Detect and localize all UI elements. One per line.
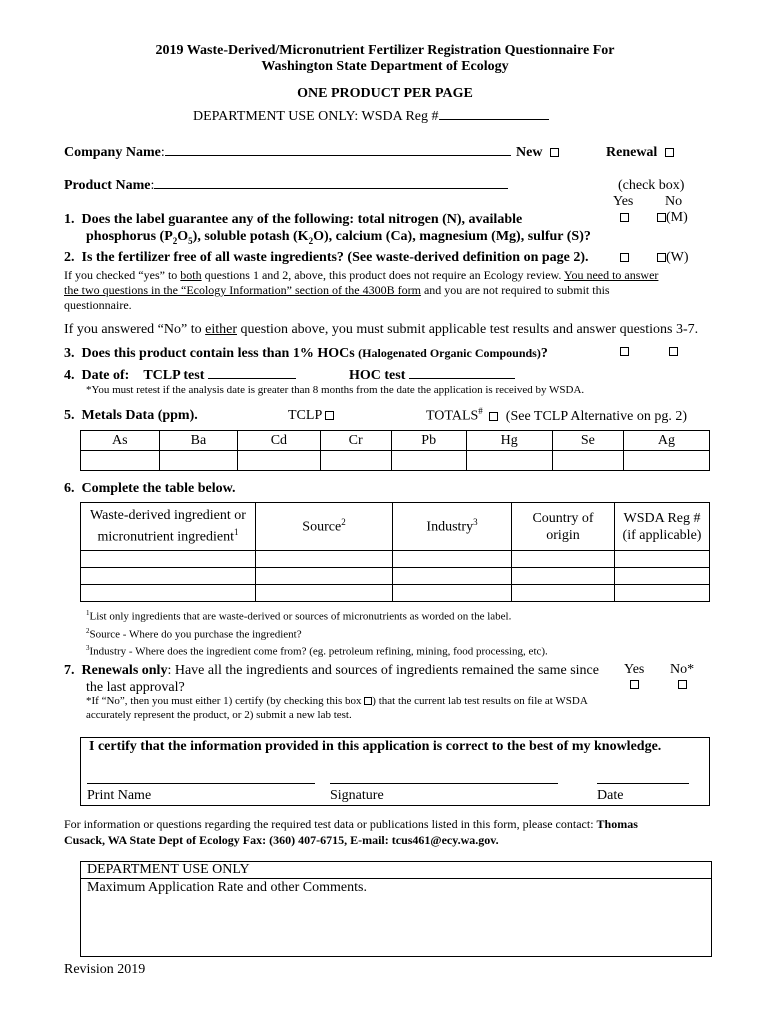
max-application-rate-label: Maximum Application Rate and other Comments.	[87, 880, 367, 895]
signature-line[interactable]	[330, 783, 558, 784]
one-product-note: ONE PRODUCT PER PAGE	[297, 86, 473, 101]
company-name-row: Company Name:	[64, 145, 511, 161]
question-2	[64, 250, 589, 266]
q3-text: Does this product contain less than 1% HOCs	[81, 346, 359, 361]
q1-no-code: (M)	[666, 210, 688, 225]
metal-value-cd[interactable]	[238, 451, 320, 471]
tclp-label: TCLP	[288, 408, 322, 423]
q1-text-line-1: Does the label guarantee any of the following: total nitrogen (N), available	[81, 212, 523, 227]
metal-value-se[interactable]	[552, 451, 623, 471]
metals-value-row	[81, 451, 710, 471]
ingredients-header-row	[81, 503, 710, 551]
metal-header-ba: Ba	[159, 431, 238, 451]
q5-label: Metals Data (ppm).	[81, 408, 198, 423]
renewal-checkbox[interactable]	[665, 148, 674, 157]
ingredients-footnotes	[86, 606, 548, 659]
company-name-field[interactable]	[165, 155, 511, 156]
q4-number: 4.	[64, 368, 75, 383]
q3-number: 3.	[64, 346, 75, 361]
q6-label: Complete the table below.	[81, 481, 236, 496]
q7-no-label: No*	[670, 662, 695, 677]
date-line[interactable]	[597, 783, 689, 784]
col-wsda-reg-header: WSDA Reg # (if applicable)	[615, 503, 710, 551]
metal-header-pb: Pb	[391, 431, 466, 451]
metal-value-ag[interactable]	[623, 451, 709, 471]
check-box-note: (check box)	[618, 178, 685, 193]
tclp-option	[288, 408, 334, 424]
q1-number: 1.	[64, 212, 75, 227]
totals-option: TOTALS# (See TCLP Alternative on pg. 2)	[426, 406, 687, 424]
new-checkbox[interactable]	[550, 148, 559, 157]
product-name-label: Product Name	[64, 178, 151, 193]
q7-number: 7.	[64, 663, 75, 678]
footnote-2: $^2$Source - Where do you purchase the ingredient?	[86, 626, 302, 641]
metal-header-cd: Cd	[238, 431, 320, 451]
both-emphasis: both	[180, 268, 202, 282]
q1-yes-checkbox[interactable]	[620, 213, 629, 222]
q2-text: Is the fertilizer free of all waste ingredients? (See waste-derived definition on page 2).	[81, 250, 589, 265]
metal-value-ba[interactable]	[159, 451, 238, 471]
hoc-test-date-field[interactable]	[409, 378, 515, 379]
ingredients-row	[81, 568, 710, 585]
question-5	[64, 408, 198, 424]
no-header: No	[665, 194, 683, 209]
ingredients-table	[80, 502, 710, 602]
either-emphasis: either	[205, 322, 237, 337]
metal-value-as[interactable]	[81, 451, 160, 471]
new-label: New	[516, 145, 543, 160]
q1-no-option	[657, 210, 688, 226]
q2-number: 2.	[64, 250, 75, 265]
metal-header-cr: Cr	[320, 431, 391, 451]
date-label: Date	[597, 788, 624, 803]
q2-no-code: (W)	[666, 250, 689, 265]
q3-hoc-definition: (Halogenated Organic Compounds)	[358, 346, 541, 360]
yes-header: Yes	[613, 194, 634, 209]
col-source-header: Source$^2$	[256, 503, 393, 551]
title-line-2: Washington State Department of Ecology	[261, 59, 509, 74]
q2-no-option	[657, 250, 689, 266]
metals-header-row	[81, 431, 710, 451]
tclp-test-label: TCLP test	[143, 368, 205, 383]
q7-yes-label: Yes	[624, 662, 645, 677]
new-option	[516, 145, 559, 161]
dept-use-header: DEPARTMENT USE ONLY	[81, 862, 711, 879]
print-name-label: Print Name	[87, 788, 152, 803]
question-7	[64, 662, 609, 696]
metal-value-hg[interactable]	[466, 451, 552, 471]
contact-info: For information or questions regarding the required test data or publications listed in this form, please contact: Thomas Cusack, WA State Dept of Ecology Fax: (360) 407-6715, E-mail: tcus461@ecy.wa.gov.	[64, 817, 638, 847]
q3-yes-checkbox[interactable]	[620, 347, 629, 356]
q5-number: 5.	[64, 408, 75, 423]
q1-no-checkbox[interactable]	[657, 213, 666, 222]
title-line-1: 2019 Waste-Derived/Micronutrient Fertilizer Registration Questionnaire For	[155, 43, 615, 58]
footnote-3: $^3$Industry - Where does the ingredient come from? (eg. petroleum refining, mining, food processing, etc).	[86, 644, 548, 658]
col-country-header: Country of origin	[512, 503, 615, 551]
hoc-test-row	[349, 368, 515, 384]
q2-no-checkbox[interactable]	[657, 253, 666, 262]
renewal-label: Renewal	[606, 145, 658, 160]
metal-header-as: As	[81, 431, 160, 451]
question-3: 3. Does this product contain less than 1% HOCs (Halogenated Organic Compounds)?	[64, 346, 548, 361]
dept-use-reg-label: DEPARTMENT USE ONLY: WSDA Reg #	[193, 109, 439, 124]
ingredients-row	[81, 551, 710, 568]
form-title	[0, 43, 770, 75]
q7-label: Renewals only	[81, 663, 168, 678]
company-name-label: Company Name	[64, 145, 161, 160]
dept-use-reg	[193, 109, 549, 125]
footnote-1: $^1$List only ingredients that are waste-derived or sources of micronutrients as worded on the label.	[86, 609, 512, 623]
hoc-test-label: HOC test	[349, 368, 406, 383]
metal-header-se: Se	[552, 431, 623, 451]
metal-value-cr[interactable]	[320, 451, 391, 471]
certification-box	[80, 737, 710, 806]
metal-value-pb[interactable]	[391, 451, 466, 471]
certification-statement: I certify that the information provided in this application is correct to the best of my knowledge.	[89, 739, 662, 754]
totals-label: TOTALS	[426, 408, 479, 424]
no-answer-note: If you answered “No” to either question above, you must submit applicable test results and answer questions 3-7.	[64, 322, 699, 337]
q3-no-checkbox[interactable]	[669, 347, 678, 356]
q7-yes-checkbox[interactable]	[630, 680, 639, 689]
totals-checkbox[interactable]	[489, 412, 498, 421]
question-4	[64, 368, 296, 384]
ingredients-row	[81, 585, 710, 602]
col-ingredient-header: Waste-derived ingredient or micronutrient ingredient$^1$	[81, 503, 256, 551]
q1-text-line-2: phosphorus $(P_2O_5)$, soluble potash $(K_2O)$, calcium (Ca), magnesium (Mg), sulfur (S)?	[86, 229, 591, 246]
signature-label: Signature	[330, 788, 384, 803]
metal-header-ag: Ag	[623, 431, 709, 451]
question-1	[64, 211, 594, 250]
dept-reg-number-field[interactable]	[439, 119, 549, 120]
revision-label: Revision 2019	[64, 962, 146, 977]
q2-note: If you checked “yes” to both questions 1 and 2, above, this product does not require an Ecology review. You need to answer the two questions in the “Ecology Information” section of the 4300B form and you are not required to submit this questionnaire.	[64, 268, 659, 312]
print-name-line[interactable]	[87, 783, 315, 784]
q4-retest-note: *You must retest if the analysis date is greater than 8 months from the date the application is received by WSDA.	[86, 384, 585, 396]
q7-note: *If “No”, then you must either 1) certify (by checking this box ) that the current lab test results on file at WSDA accurately represent the product, or 2) submit a new lab test.	[86, 695, 588, 721]
q7-no-checkbox[interactable]	[678, 680, 687, 689]
product-name-row: Product Name:	[64, 178, 508, 194]
department-use-box	[80, 861, 712, 957]
question-6	[64, 481, 235, 497]
q7-text-line-2: the last approval?	[86, 680, 185, 695]
tclp-test-date-field[interactable]	[208, 378, 296, 379]
product-name-field[interactable]	[154, 188, 508, 189]
metal-header-hg: Hg	[466, 431, 552, 451]
q6-number: 6.	[64, 481, 75, 496]
metals-table	[80, 430, 710, 471]
tclp-checkbox[interactable]	[325, 411, 334, 420]
q4-label: Date of:	[81, 368, 130, 383]
col-industry-header: Industry$^3$	[393, 503, 512, 551]
q7-text: : Have all the ingredients and sources of ingredients remained the same since	[167, 663, 599, 678]
renewal-option	[606, 145, 674, 161]
q2-yes-checkbox[interactable]	[620, 253, 629, 262]
tclp-alternative-note: (See TCLP Alternative on pg. 2)	[505, 408, 687, 424]
